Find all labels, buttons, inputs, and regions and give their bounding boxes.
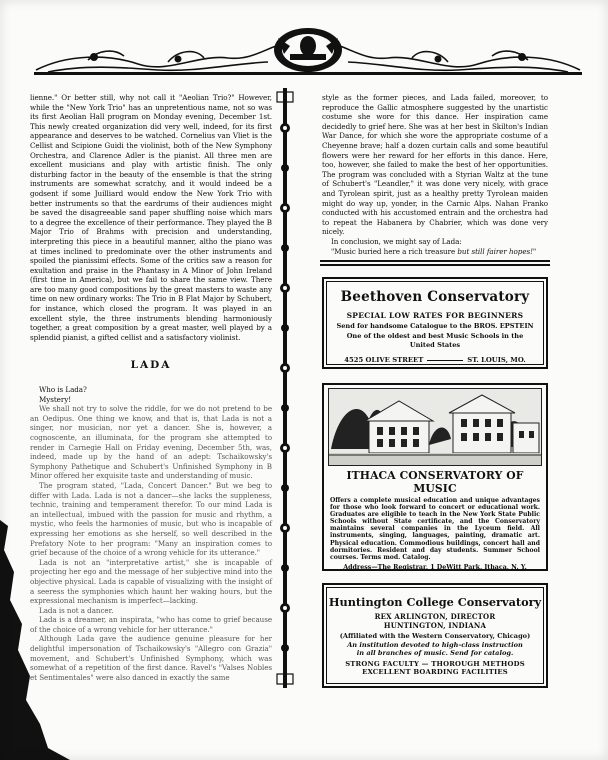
beethoven-conservatory-ad <box>322 277 548 369</box>
article-paragraph: style as the former pieces, and Lada failed, moreover, to reproduce the Gallic atmosphere suggested by the unartistic costume she wore for this dance. Her inspiration came decidedly to grief here. She was at her best in Skilton's Indian War Dance, for which she wore the appropriate costume of a Cheyenne brave; half a dozen curtain calls and some beautiful flowers were her reward for her efforts in this dance. Here, too, however, she failed to make the best of her opportunities. The program was concluded with a Styrian Waltz at the tune of Schubert's "Leandler," it was done very nicely, with grace and Tyrolean spirit, just as a healthy pretty Tyrolean maiden might do way up, yonder, in the Carnic Alps. Nahan Franko conducted with his accustomed entrain and the orchestra had to repeat the Habanera by Chabrier, which was done very nicely. <box>322 93 548 237</box>
dash-rule <box>427 360 463 361</box>
conservatory-building-illustration <box>328 388 542 466</box>
article-paragraph: Although Lada gave the audience genuine pleasure for her delightful impersonation of Tschaikowsky's "Allegro con Grazia" movement, and Schubert's Unfinished Symphony, which was somewhat of a repetition of the first dance. Ravel's "Valses Nobles et Sentimentales" were also danced in exactly the same <box>30 634 272 682</box>
huntington-conservatory-ad <box>322 583 548 688</box>
ad-inner-frame <box>326 281 544 365</box>
ithaca-conservatory-ad <box>322 383 548 571</box>
lada-answer: Mystery! <box>39 394 72 404</box>
ad-line: STRONG FACULTY — THOROUGH METHODS <box>345 660 525 668</box>
article-paragraph: lienne." Or better still, why not call it "Aeolian Trio?" However, while the "New York Trio" has an unpretentious name, not so was its first Aeolian Hall program on Monday evening, December 1st. This newly created organization did very well, indeed, for its first appearance and deserves to be watched. Cornelius van Vliet is the Cellist and Scipione Guidi the violinist, both of the New Symphony Orchestra, and Clarence Adler is the pianist. All three men are excellent musicians and play with artistic finish. The only disturbing factor in the beauty of the ensemble is that the string instruments are somewhat scratchy, and it would indeed be a godsent if some Juilliard would endow the New York Trio with better instruments so that the eardrums of their audiences might be saved the disagreeable sand paper shuffling noise which mars to a degree the excellence of their performance. They played the B Major Trio of Brahms with precision and understanding, interpreting this piece in a beautiful manner, altho the piano was at times inclined to predominate over the other instruments and spoiled the pianissimi effects. Some of the critics saw a reason for exultation and praise in the Phantasy in A Minor of John Ireland (first time in America), but we fail to share the same view. There are too many good compositions by the great masters to waste any time on new ordinary works: The Trio in B Flat Major by Schubert, for instance, which closed the program. It was played in an excellent style, the three instruments blending harmoniously together, a great composition by a great master, well played by a splendid pianist, a gifted cellist and a satisfactory violinist. <box>30 93 272 342</box>
article-paragraph: Lada is a dreamer, an inspirata, "who has come to grief because of the choice of a wrong vehicle for her utterance." <box>30 615 272 634</box>
lada-question: Who is Lada? <box>39 385 87 395</box>
ad-line: An institution devoted to high-class instruction <box>347 641 523 649</box>
ad-title: Beethoven Conservatory <box>340 289 530 305</box>
ad-line: in all branches of music. Send for catalog. <box>356 649 514 657</box>
ad-line: REX ARLINGTON, DIRECTOR <box>374 612 496 621</box>
ad-line: HUNTINGTON, INDIANA <box>383 621 487 630</box>
ad-line: EXCELLENT BOARDING FACILITIES <box>362 668 508 676</box>
ad-street: 4525 OLIVE STREET <box>344 356 424 364</box>
right-column <box>322 93 548 256</box>
section-rule <box>320 264 550 266</box>
article-paragraph: The program stated, "Lada, Concert Dancer." But we beg to differ with Lada. Lada is not a dancer—she lacks the suppleness, technic, training and temperament therefor. To our mind Lada is an intellectual, imbued with the passion for music and rhythm, a mystic, who feels the harmonies of music, but who is incapable of expressing her emotions as she herself, so well described in the Prefatory Note to her program: "Many an inspiration comes to grief because of the choice of a wrong vehicle for its utterance." <box>30 480 272 558</box>
closing-quote <box>322 247 548 257</box>
building-drawing <box>329 389 542 466</box>
section-rule <box>320 260 550 262</box>
ad-line: United States <box>409 341 461 349</box>
article-paragraph: We shall not try to solve the riddle, for we do not pretend to be an Oedipus. One thing we know, and that is, that Lada is not a singer, nor musician, nor yet a dancer. She is, however, a cognoscente, an illuminata, for the program she attempted to render in Carnegie Hall on Friday evening, December 5th, was, indeed, made up by the hand of an adept: Tschaikowsky's Symphony Pathetique and Schubert's Unfinished Symphony in B Minor offered her exquisite taste and understanding of music. <box>30 404 272 481</box>
closing-quote-italic: but still fairer hopes!" <box>457 246 537 256</box>
torn-page-corner <box>0 520 70 760</box>
ad-line: (Affiliated with the Western Conservatory, Chicago) <box>339 632 531 640</box>
ad-city: ST. LOUIS, MO. <box>467 356 526 364</box>
header-ornament <box>28 24 588 78</box>
ad-inner-frame <box>326 587 544 684</box>
ad-title: ITHACA CONSERVATORY OF MUSIC <box>346 469 524 495</box>
article-paragraph: Lada is not a dancer. <box>39 605 114 615</box>
article-paragraph: Lada is not an "interpretative artist," she is incapable of projecting her ego and the message of her subjective mind into the objective physical. Lada is capable of visualizing with the insight of a seeress the symphonies which haunt her waking hours, but the expressional mechanism is imperfect—lacking. <box>30 557 272 606</box>
column-divider-ornament <box>274 88 296 688</box>
ad-line: SPECIAL LOW RATES FOR BEGINNERS <box>346 311 524 320</box>
article-paragraph: In conclusion, we might say of Lada: <box>331 236 462 246</box>
ad-line: One of the oldest and best Music Schools in the <box>346 332 524 340</box>
ad-line: Send for handsome Catalogue to the BROS. EPSTEIN <box>336 322 534 330</box>
section-title-lada: LADA <box>130 359 172 372</box>
ad-address <box>327 356 543 364</box>
ad-address: Address—The Registrar, 1 DeWitt Park, Ithaca, N. Y. <box>343 563 527 571</box>
ad-body: Offers a complete musical education and unique advantages for those who look forward to concert or educational work. Graduates are eligible to teach in the New York State Public Schools without State certificate, and the Conservatory maintains several companies in the Lyceum field. All instruments, singing, languages, painting, dramatic art. Physical education. Commodious buildings, concert hall and dormitories. Resident and day students. Summer School courses. Terms mod. Catalog. <box>330 497 540 561</box>
closing-quote-plain: "Music buried here a rich treasure <box>331 246 458 256</box>
ad-title: Huntington College Conservatory <box>328 595 542 609</box>
